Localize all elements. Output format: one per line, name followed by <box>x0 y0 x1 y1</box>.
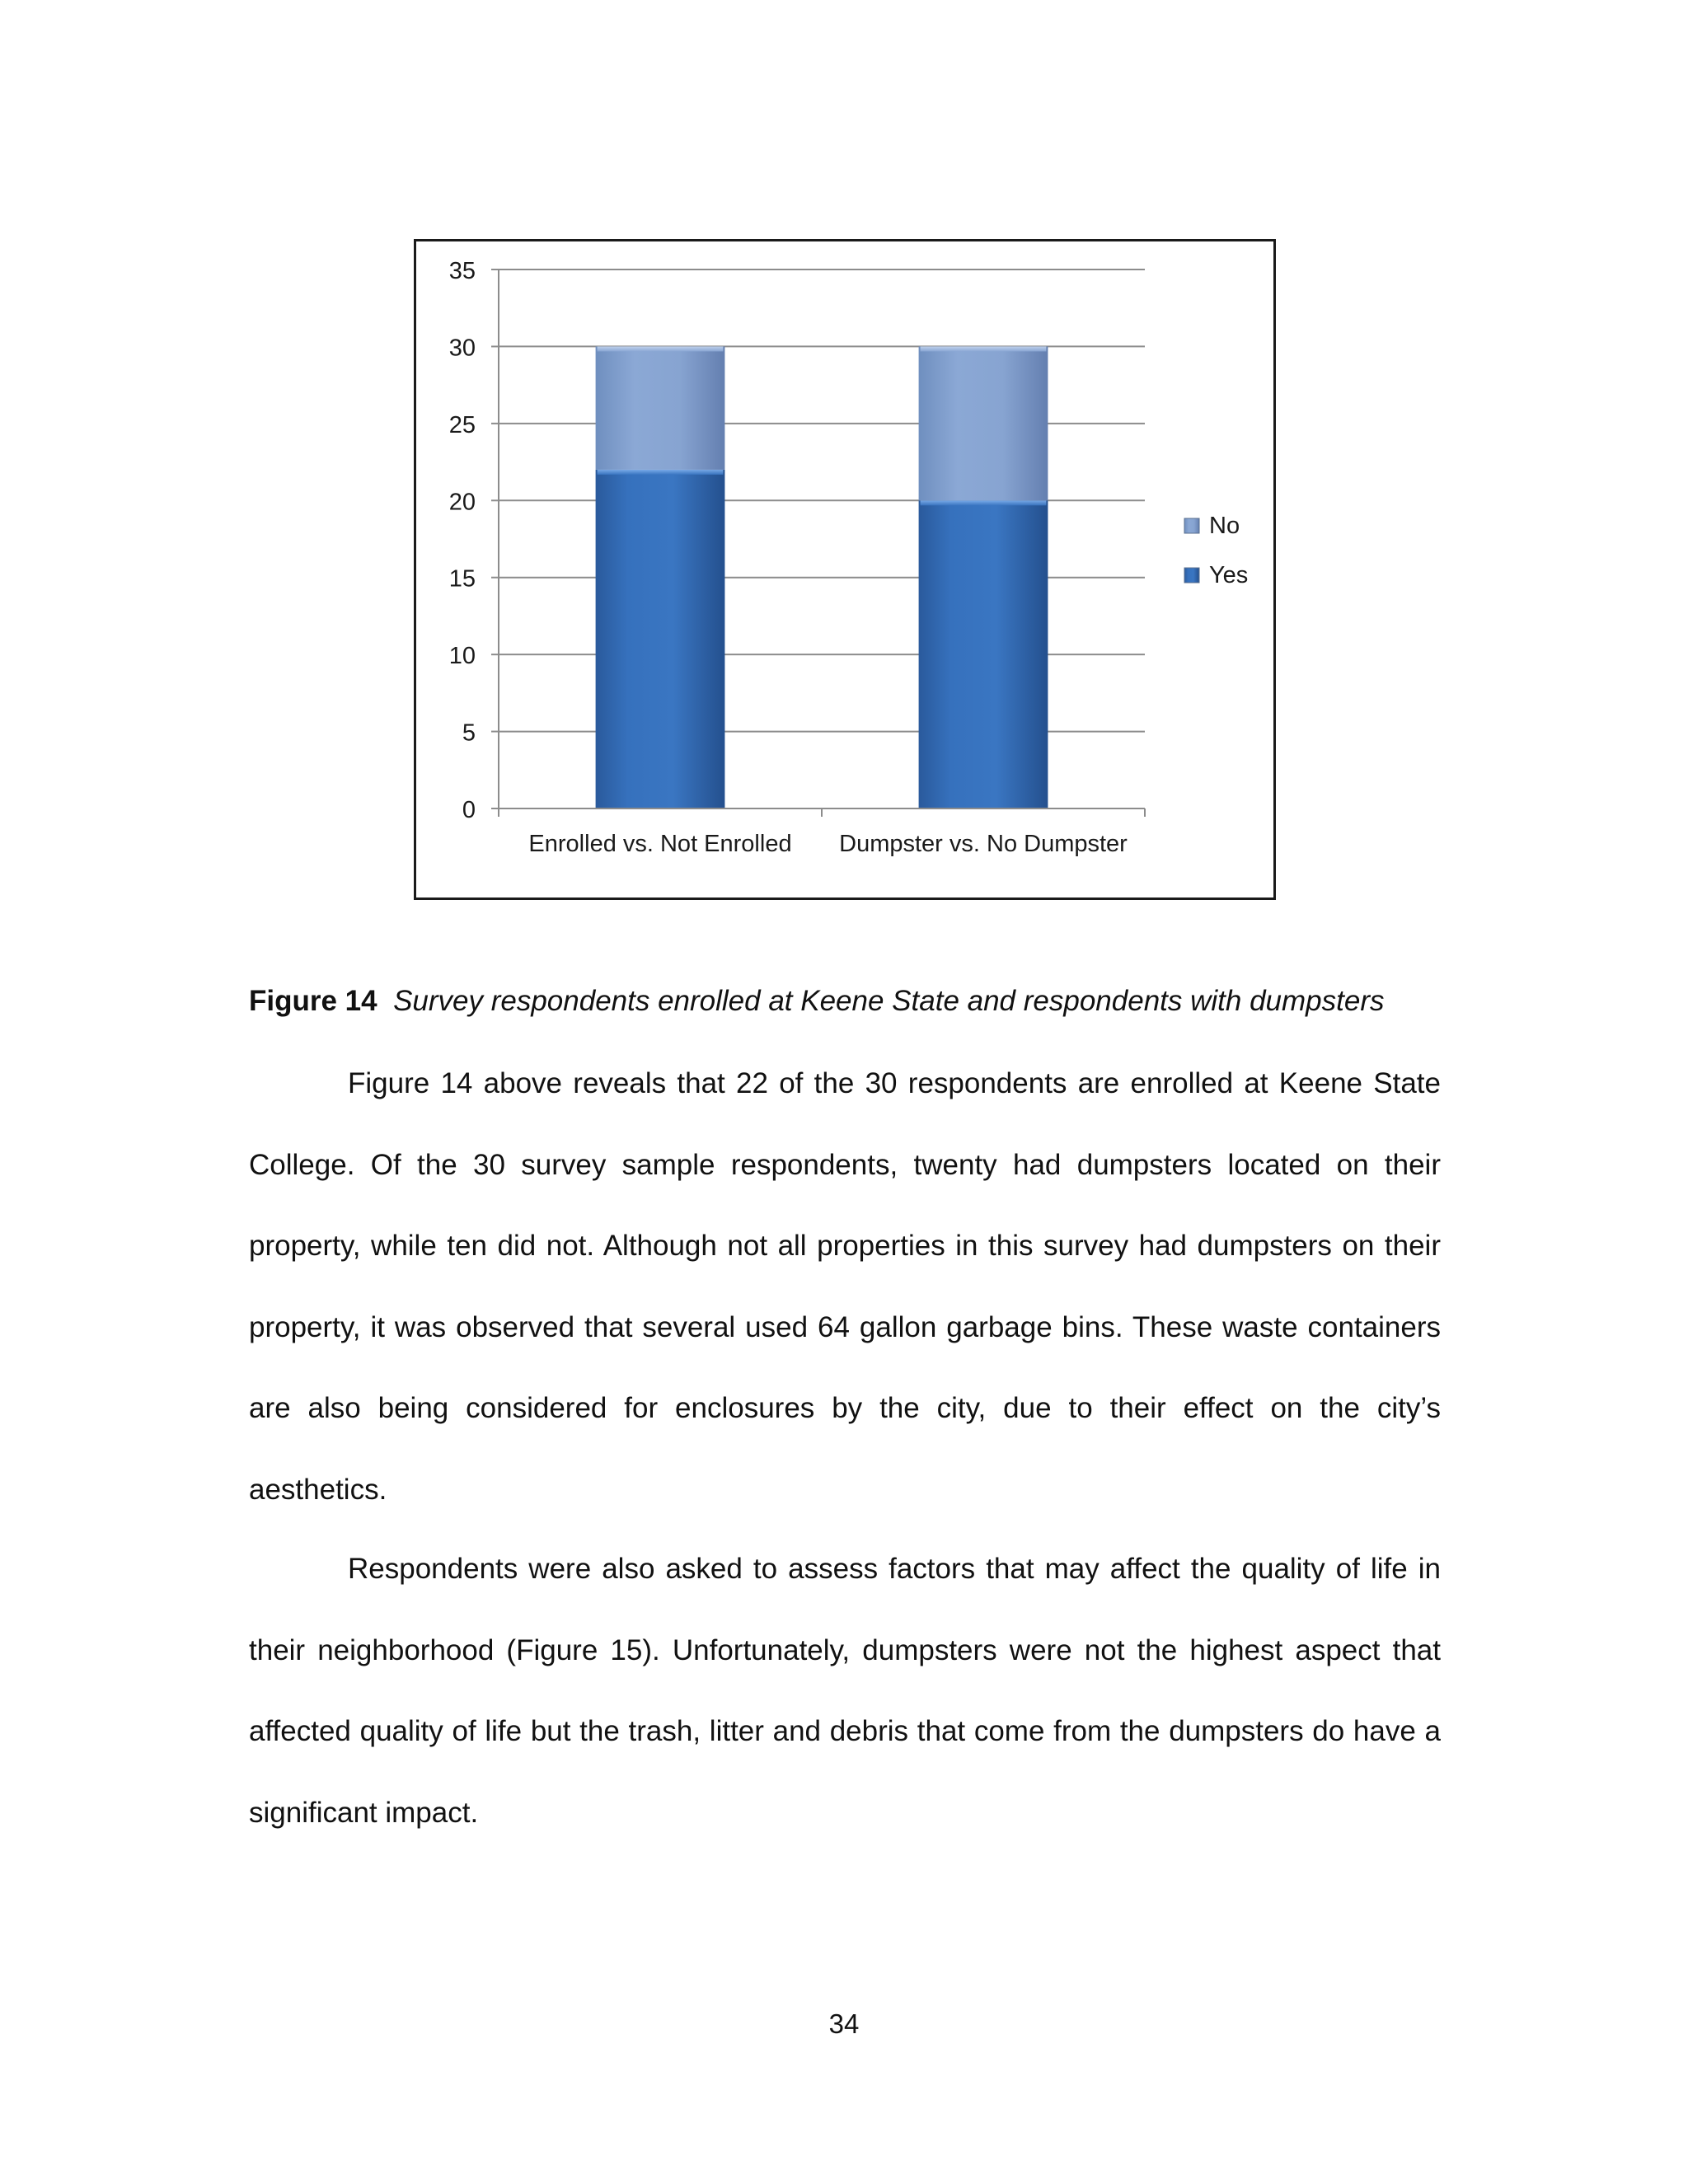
y-tick-label: 25 <box>448 411 476 438</box>
body-paragraph: Respondents were also asked to assess factors that may affect the quality of life in their neighborhood (Figure 15). Unfortunately, dumpsters were not the highest aspect that affected quality of life but the trash, litter and debris that come from the dumpsters do have a significant impact. <box>249 1553 1441 1829</box>
bar-yes-highlight <box>921 500 1047 505</box>
y-tick-label: 30 <box>448 335 476 362</box>
bar-no <box>596 346 725 469</box>
bar-yes <box>919 500 1048 808</box>
figure-label: Figure 14 <box>249 985 377 1017</box>
bar-yes <box>596 470 725 808</box>
body-paragraph: Figure 14 above reveals that 22 of the 30 respondents are enrolled at Keene State College. Of the 30 survey sample respondents, twenty had dumpsters located on their property, while ten did not. Although not all properties in this survey had dumpsters on their property, it was observed that several used 64 gallon garbage bins. These waste containers are also being considered for enclosures by the city, due to their effect on the city’s aesthetics. <box>249 1067 1441 1506</box>
bar-no-highlight <box>921 346 1047 351</box>
y-tick-label: 15 <box>448 565 476 593</box>
legend-swatch-yes <box>1184 568 1199 583</box>
y-tick-label: 20 <box>448 489 476 516</box>
legend-swatch-no <box>1184 518 1199 533</box>
bar-no-highlight <box>598 346 724 351</box>
page-number: 34 <box>828 2008 860 2039</box>
bar-no <box>919 346 1048 500</box>
chart-frame <box>414 239 1276 900</box>
y-tick-label: 0 <box>462 797 476 823</box>
legend-label-no: No <box>1209 513 1240 539</box>
stacked-bar-chart <box>416 241 1273 898</box>
figure-caption-text: Survey respondents enrolled at Keene State and respondents with dumpsters <box>393 985 1385 1017</box>
x-category-label: Dumpster vs. No Dumpster <box>839 831 1128 857</box>
bar-yes-highlight <box>598 470 724 475</box>
x-category-label: Enrolled vs. Not Enrolled <box>528 831 792 857</box>
legend-label-yes: Yes <box>1209 562 1249 588</box>
y-tick-label: 5 <box>462 719 476 747</box>
figure-caption <box>249 981 1444 1022</box>
y-tick-label: 35 <box>448 258 476 284</box>
y-tick-label: 10 <box>448 643 476 670</box>
